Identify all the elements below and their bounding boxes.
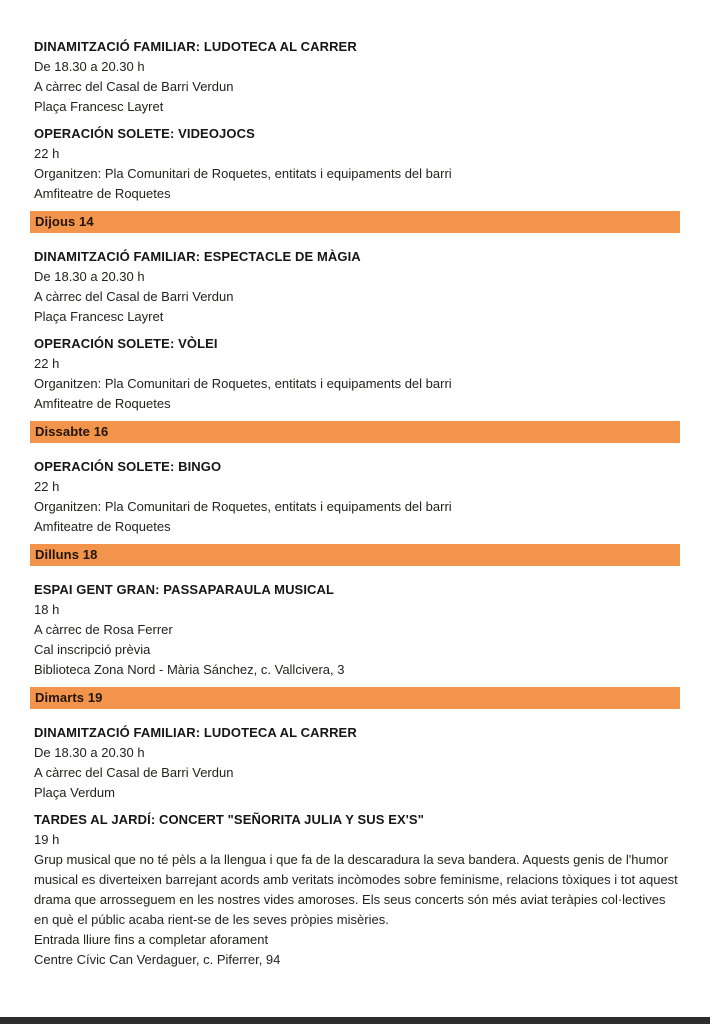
day-section <box>30 544 680 680</box>
event-organizer: A càrrec de Rosa Ferrer <box>34 622 173 637</box>
page-bottom-edge <box>0 1017 710 1024</box>
event-time: 19 h <box>34 832 60 847</box>
event-time: 22 h <box>34 479 60 494</box>
day-section <box>30 37 680 204</box>
event-organizer: Organitzen: Pla Comunitari de Roquetes, entitats i equipaments del barri <box>34 376 452 391</box>
event-time: 18 h <box>34 602 60 617</box>
event-admission: Entrada lliure fins a completar aforament <box>34 932 269 947</box>
day-banner: Dissabte 16 <box>30 421 680 443</box>
event-title: OPERACIÓN SOLETE: VÒLEI <box>34 336 218 351</box>
event-title: DINAMITZACIÓ FAMILIAR: LUDOTECA AL CARRER <box>34 725 357 740</box>
day-section <box>30 687 680 970</box>
event-time: De 18.30 a 20.30 h <box>34 269 145 284</box>
event-venue: Amfiteatre de Roquetes <box>34 186 171 201</box>
event-title: ESPAI GENT GRAN: PASSAPARAULA MUSICAL <box>34 582 335 597</box>
day-section <box>30 421 680 537</box>
event-organizer: A càrrec del Casal de Barri Verdun <box>34 79 234 94</box>
event-time: De 18.30 a 20.30 h <box>34 745 145 760</box>
day-banner: Dimarts 19 <box>30 687 680 709</box>
event-note: Cal inscripció prèvia <box>34 642 151 657</box>
event-venue: Plaça Verdum <box>34 785 115 800</box>
day-banner: Dijous 14 <box>30 211 680 233</box>
event <box>34 810 680 970</box>
event-title: OPERACIÓN SOLETE: VIDEOJOCS <box>34 126 255 141</box>
event <box>34 723 680 803</box>
event <box>34 334 680 414</box>
event-title: OPERACIÓN SOLETE: BINGO <box>34 459 222 474</box>
day-section <box>30 211 680 414</box>
event-venue: Biblioteca Zona Nord - Mària Sánchez, c. Vallcivera, 3 <box>34 662 345 677</box>
event-description: Grup musical que no té pèls a la llengua i que fa de la descaradura la seva bandera. Aquests genis de l'humor musical es diverteixen barrejant acords amb veritats incòmodes sobre feminisme, relacions tòxiques i tot aquest drama que arrosseguem en les nostres vides amoroses. Els seus concerts són més aviat teràpies col·lectives en què el públic acaba rient-se de les seves pròpies misèries. <box>34 852 678 927</box>
event-venue: Plaça Francesc Layret <box>34 309 164 324</box>
day-banner: Dilluns 18 <box>30 544 680 566</box>
event-title: DINAMITZACIÓ FAMILIAR: ESPECTACLE DE MÀGIA <box>34 249 361 264</box>
event <box>34 247 680 327</box>
event-time: 22 h <box>34 146 60 161</box>
event-title: TARDES AL JARDÍ: CONCERT "SEÑORITA JULIA Y SUS EX'S" <box>34 812 424 827</box>
event <box>34 580 680 680</box>
event-venue: Amfiteatre de Roquetes <box>34 519 171 534</box>
event <box>34 457 680 537</box>
event <box>34 124 680 204</box>
event-organizer: A càrrec del Casal de Barri Verdun <box>34 765 234 780</box>
event-time: De 18.30 a 20.30 h <box>34 59 145 74</box>
event-venue: Plaça Francesc Layret <box>34 99 164 114</box>
event-venue: Centre Cívic Can Verdaguer, c. Piferrer, 94 <box>34 952 281 967</box>
event-organizer: A càrrec del Casal de Barri Verdun <box>34 289 234 304</box>
event-title: DINAMITZACIÓ FAMILIAR: LUDOTECA AL CARRER <box>34 39 357 54</box>
event <box>34 37 680 117</box>
event-time: 22 h <box>34 356 60 371</box>
event-organizer: Organitzen: Pla Comunitari de Roquetes, entitats i equipaments del barri <box>34 499 452 514</box>
event-venue: Amfiteatre de Roquetes <box>34 396 171 411</box>
event-organizer: Organitzen: Pla Comunitari de Roquetes, entitats i equipaments del barri <box>34 166 452 181</box>
